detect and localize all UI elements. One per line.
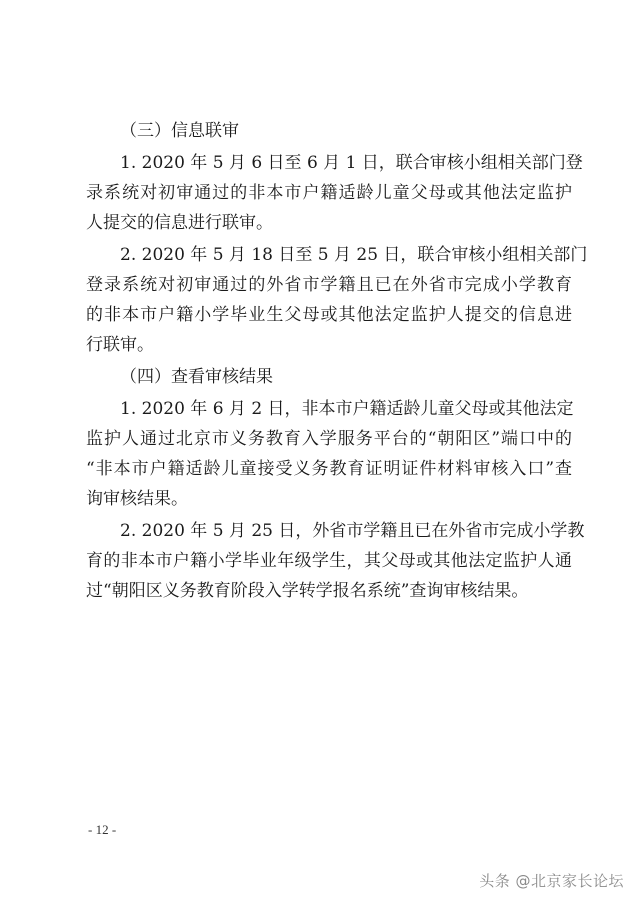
- text-line: 过“朝阳区义务教育阶段入学转学报名系统”查询审核结果。: [86, 581, 529, 601]
- text-line: 育的非本市户籍小学毕业年级学生，其父母或其他法定监护人通: [86, 551, 572, 571]
- text-line: “非本市户籍适龄儿童接受义务教育证明证件材料审核入口”查: [86, 459, 572, 479]
- text-line: 监护人通过北京市义务教育入学服务平台的“朝阳区”端口中的: [86, 429, 572, 449]
- paragraph-check-results-2: [86, 516, 585, 606]
- watermark-text: 头条 @北京家长论坛: [479, 872, 624, 890]
- document-body: [86, 116, 588, 608]
- text-line: 2. 2020 年 5 月 25 日，外省市学籍且已在外省市完成小学教: [120, 521, 585, 541]
- text-line: 1. 2020 年 6 月 2 日，非本市户籍适龄儿童父母或其他法定: [120, 399, 574, 419]
- text-line: 行联审。: [86, 335, 154, 355]
- text-line: 1. 2020 年 5 月 6 日至 6 月 1 日，联合审核小组相关部门登: [120, 153, 583, 173]
- paragraph-info-review-1: [86, 148, 583, 238]
- section-heading-info-review: （三）信息联审: [120, 121, 239, 141]
- text-line: 录系统对初审通过的非本市户籍适龄儿童父母或其他法定监护: [86, 183, 572, 203]
- paragraph-info-review-2: [86, 240, 588, 360]
- text-line: 询审核结果。: [86, 489, 188, 509]
- text-line: 2. 2020 年 5 月 18 日至 5 月 25 日，联合审核小组相关部门: [120, 245, 588, 265]
- text-line: 的非本市户籍小学毕业生父母或其他法定监护人提交的信息进: [86, 305, 572, 325]
- text-line: 人提交的信息进行联审。: [86, 213, 273, 233]
- text-line: 登录系统对初审通过的外省市学籍且已在外省市完成小学教育: [86, 275, 572, 295]
- paragraph-check-results-1: [86, 394, 572, 514]
- section-heading-check-results: （四）查看审核结果: [120, 367, 273, 387]
- page-number: - 12 -: [88, 822, 117, 837]
